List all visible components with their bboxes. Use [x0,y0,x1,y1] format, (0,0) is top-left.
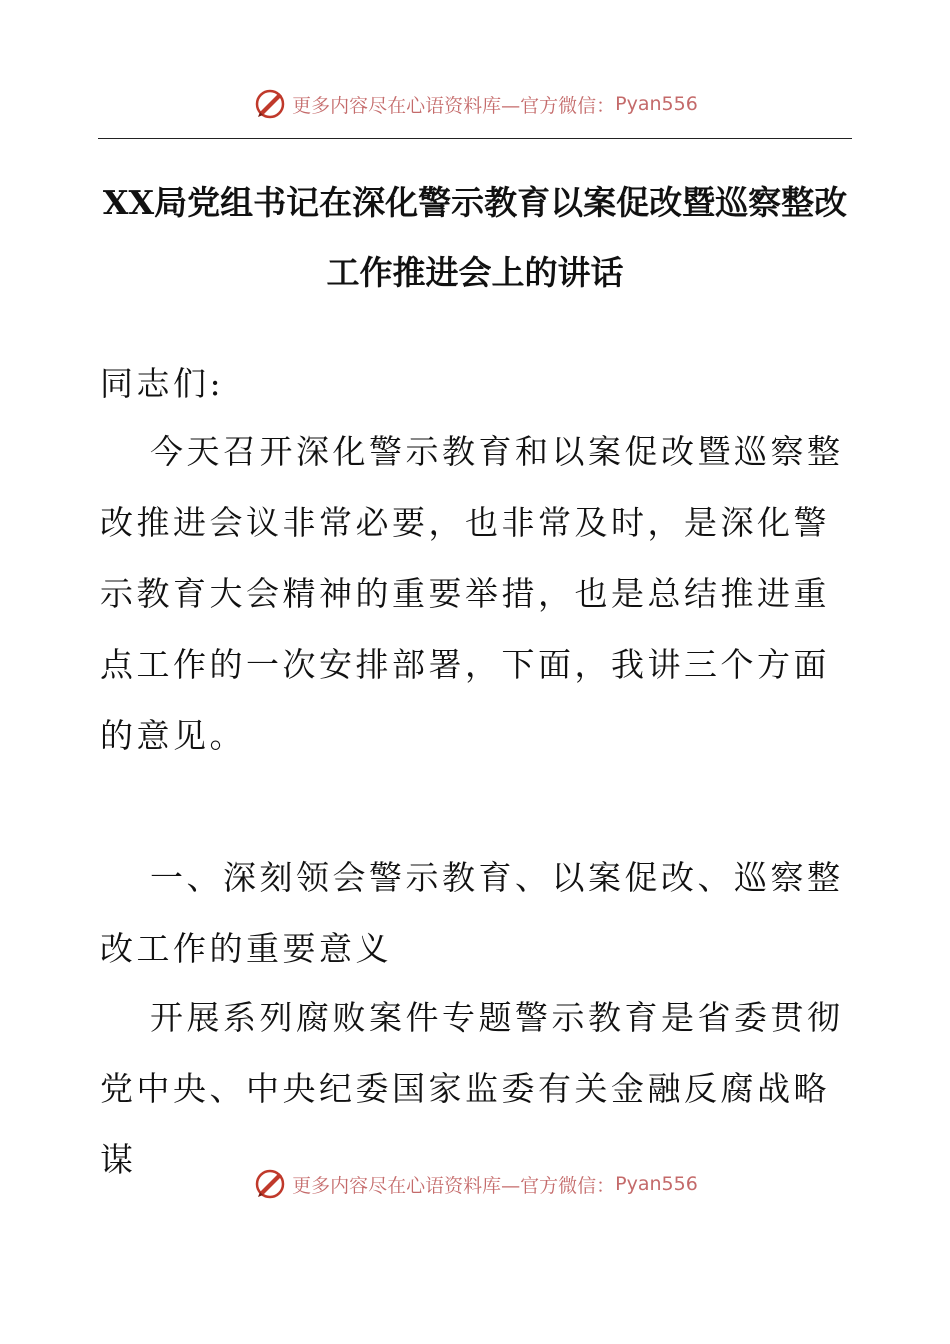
section-heading-1: 一、深刻领会警示教育、以案促改、巡察整改工作的重要意义 [100,858,844,968]
header-wechat-id: Pyan556 [615,93,698,115]
header-divider [98,138,852,139]
pen-logo-icon [252,86,288,122]
paragraph-1: 今天召开深化警示教育和以案促改暨巡察整改推进会议非常必要，也非常及时，是深化警示教育大会精神的重要举措，也是总结推进重点工作的一次安排部署，下面，我讲三个方面的意见。 [100,432,844,755]
pen-logo-icon [252,1166,288,1202]
footer-banner [0,1164,950,1204]
document-title: XX局党组书记在深化警示教育以案促改暨巡察整改工作推进会上的讲话 [102,183,848,292]
header-banner-text: 更多内容尽在心语资料库—官方微信： [292,94,616,117]
paragraph-2: 开展系列腐败案件专题警示教育是省委贯彻党中央、中央纪委国家监委有关金融反腐战略谋 [100,998,844,1179]
salutation: 同志们: [100,364,225,403]
footer-banner-text: 更多内容尽在心语资料库—官方微信： [292,1174,616,1197]
footer-wechat-id: Pyan556 [615,1173,698,1195]
header-banner [0,84,950,124]
